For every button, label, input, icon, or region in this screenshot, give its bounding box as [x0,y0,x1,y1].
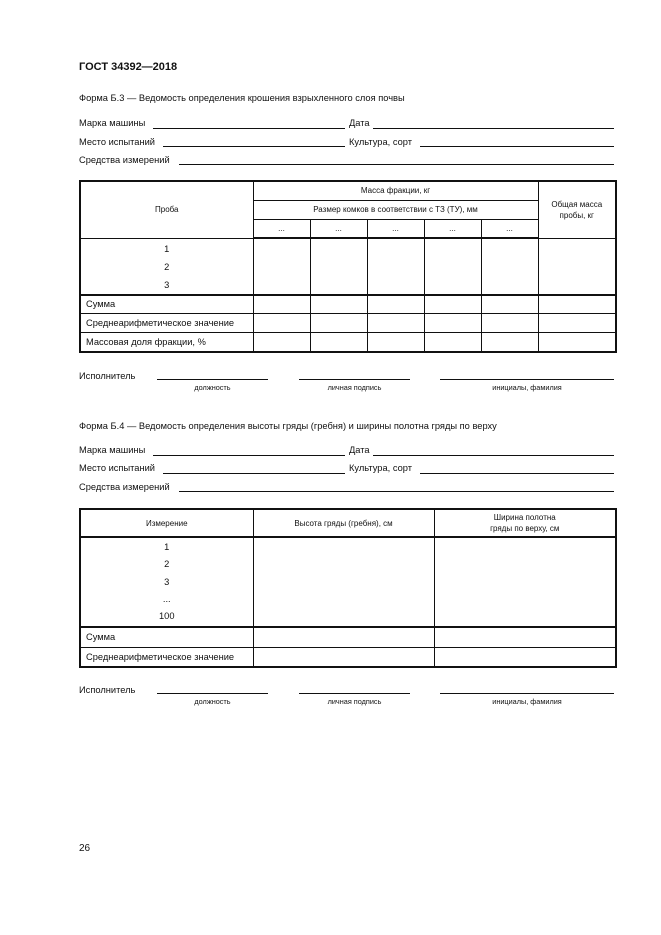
place-field[interactable] [163,146,345,147]
data-cell[interactable] [424,238,481,295]
sample-number: 3 [164,279,170,290]
data-cell[interactable] [310,238,367,295]
crop-field[interactable] [420,146,614,147]
instruments-field[interactable] [179,164,614,165]
document-code: ГОСТ 34392—2018 [79,61,178,73]
name-line[interactable] [440,379,614,380]
name-caption: инициалы, фамилия [492,697,562,706]
signature-line[interactable] [299,379,410,380]
machine-field[interactable] [153,455,345,456]
page-number: 26 [79,843,91,854]
data-cell[interactable] [538,314,616,333]
date-label: Дата [349,445,370,455]
data-cell[interactable] [253,333,310,352]
data-cell[interactable] [310,333,367,352]
col-height-header: Высота гряды (гребня), см [253,509,434,537]
crop-field[interactable] [420,473,614,474]
date-field[interactable] [373,128,614,129]
signature-caption: личная подпись [327,697,382,706]
size-subcol: ... [253,219,310,238]
instruments-label: Средства измерений [79,482,170,492]
data-cell[interactable] [481,295,538,314]
col-size-header: Размер комков в соответствии с ТЗ (ТУ), мм [253,200,538,219]
row-mean-label: Среднеарифметическое значение [80,314,253,333]
row-share-label: Массовая доля фракции, % [80,333,253,352]
place-label: Место испытаний [79,463,155,473]
data-cell[interactable] [424,333,481,352]
position-line[interactable] [157,379,268,380]
instruments-field[interactable] [179,491,614,492]
row-mean-label: Среднеарифметическое значение [80,647,253,667]
machine-field[interactable] [153,128,345,129]
col-total-mass-header: Общая масса пробы, кг [538,181,616,238]
crop-label: Культура, сорт [349,137,412,147]
data-cell[interactable] [434,647,616,667]
data-cell[interactable] [310,314,367,333]
data-cell[interactable] [367,333,424,352]
measure-number: 3 [164,576,170,587]
crop-label: Культура, сорт [349,463,412,473]
data-cell[interactable] [434,627,616,647]
measure-number: 2 [164,559,170,570]
col-sample-header: Проба [80,181,253,238]
measure-number: ... [162,593,171,604]
sample-number: 2 [164,261,170,272]
data-cell[interactable] [481,238,538,295]
data-cell[interactable] [481,333,538,352]
data-cell[interactable] [367,238,424,295]
signature-line[interactable] [299,693,410,694]
row-sum-label: Сумма [80,627,253,647]
position-caption: должность [194,383,231,392]
data-cell[interactable] [253,627,434,647]
col-mass-fraction-header: Масса фракции, кг [253,181,538,200]
machine-label: Марка машины [79,118,146,128]
instruments-label: Средства измерений [79,155,170,165]
form-b4-table [79,508,617,668]
data-cell[interactable] [253,238,310,295]
executor-label: Исполнитель [79,685,136,695]
data-cell[interactable] [367,295,424,314]
date-label: Дата [349,118,370,128]
data-cell[interactable] [310,295,367,314]
measure-numbers [80,537,253,627]
data-cell[interactable] [434,537,616,627]
data-cell[interactable] [253,295,310,314]
size-subcol: ... [310,219,367,238]
data-cell[interactable] [424,295,481,314]
size-subcol: ... [481,219,538,238]
col-width-header [434,509,616,537]
data-cell[interactable] [424,314,481,333]
form-b3-table [79,180,617,353]
name-caption: инициалы, фамилия [492,383,562,392]
col-width-header-line: Ширина полотна [493,513,556,522]
data-cell[interactable] [481,314,538,333]
row-sum-label: Сумма [80,295,253,314]
data-cell[interactable] [367,314,424,333]
data-cell[interactable] [253,647,434,667]
data-cell[interactable] [253,314,310,333]
signature-caption: личная подпись [327,383,382,392]
col-measure-header: Измерение [80,509,253,537]
name-line[interactable] [440,693,614,694]
position-caption: должность [194,697,231,706]
position-line[interactable] [157,693,268,694]
data-cell[interactable] [538,238,616,295]
sample-number: 1 [164,243,170,254]
place-label: Место испытаний [79,137,155,147]
measure-number: 100 [158,611,175,622]
date-field[interactable] [373,455,614,456]
data-cell[interactable] [538,295,616,314]
form-b4-title: Форма Б.4 — Ведомость определения высоты гряды (гребня) и ширины полотна гряды по верху [79,421,497,431]
size-subcol: ... [424,219,481,238]
form-b3-title: Форма Б.3 — Ведомость определения крошения взрыхленного слоя почвы [79,93,405,103]
machine-label: Марка машины [79,445,146,455]
executor-label: Исполнитель [79,371,136,381]
size-subcol: ... [367,219,424,238]
col-width-header-line: гряды по верху, см [490,524,560,533]
measure-number: 1 [164,542,170,552]
data-cell[interactable] [253,537,434,627]
place-field[interactable] [163,473,345,474]
data-cell[interactable] [538,333,616,352]
sample-numbers [80,238,253,295]
